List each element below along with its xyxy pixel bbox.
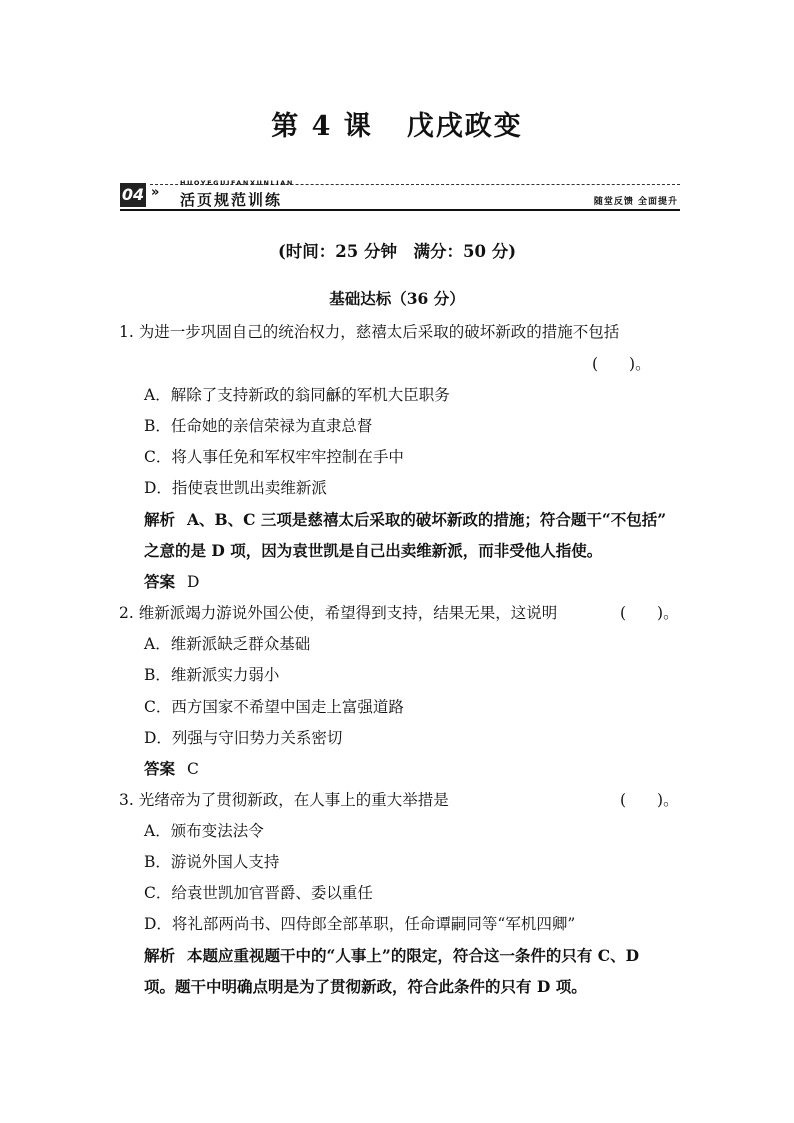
- analysis-text-cont: 项。题干中明确点明是为了贯彻新政，符合此条件的只有 D 项。: [144, 977, 587, 996]
- lesson-number: 第 4 课: [271, 111, 373, 142]
- question-2-option-d: D．列强与守旧势力关系密切: [144, 729, 343, 747]
- analysis-text: A、B、C 三项是慈禧太后采取的破坏新政的措施；符合题干“不包括”: [187, 510, 667, 529]
- question-2-option-a: A．维新派缺乏群众基础: [144, 635, 311, 653]
- answer-tag: 答案: [144, 572, 176, 591]
- analysis-tag: 解析: [144, 946, 176, 965]
- banner-label: 活页规范训练: [180, 191, 283, 209]
- question-3-analysis: [144, 944, 639, 966]
- answer-value: D: [187, 573, 200, 591]
- section-heading: 基础达标（36 分）: [329, 289, 465, 308]
- question-1-option-d: D．指使袁世凯出卖维新派: [144, 479, 327, 497]
- analysis-text: 本题应重视题干中的“人事上”的限定，符合这一条件的只有 C、D: [187, 946, 640, 965]
- question-3-option-a: A．颁布变法法令: [144, 822, 264, 840]
- question-3-analysis-cont: [144, 975, 587, 997]
- time-and-score: (时间：25 分钟 满分：50 分): [277, 242, 517, 261]
- question-2-bracket: ( )。: [620, 604, 679, 622]
- question-1-answer: [144, 570, 199, 592]
- question-3-option-b: B．游说外国人支持: [144, 853, 280, 871]
- question-3-bracket: ( )。: [620, 791, 679, 809]
- lesson-topic: 戊戌政变: [406, 111, 523, 142]
- question-3-option-c: C．给袁世凯加官晋爵、委以重任: [144, 884, 373, 902]
- question-2-answer: [144, 757, 199, 779]
- question-1-analysis: [144, 508, 666, 530]
- question-2-stem: 2. 维新派竭力游说外国公使，希望得到支持，结果无果，这说明: [119, 604, 558, 622]
- question-3-stem: 3. 光绪帝为了贯彻新政，在人事上的重大举措是: [119, 791, 449, 809]
- question-1-stem: 1. 为进一步巩固自己的统治权力，慈禧太后采取的破坏新政的措施不包括: [119, 323, 620, 341]
- question-2-option-c: C．西方国家不希望中国走上富强道路: [144, 698, 404, 716]
- chevron-right-icon: »: [151, 185, 160, 200]
- lesson-title: [0, 104, 794, 143]
- question-2-option-b: B．维新派实力弱小: [144, 666, 280, 684]
- question-1-analysis-cont: [144, 539, 602, 561]
- analysis-tag: 解析: [144, 510, 176, 529]
- banner-number-badge: 04: [120, 183, 146, 207]
- question-1-option-a: A．解除了支持新政的翁同龢的军机大臣职务: [144, 386, 450, 404]
- question-1-option-c: C．将人事任免和军权牢牢控制在手中: [144, 448, 404, 466]
- answer-tag: 答案: [144, 759, 176, 778]
- question-1-bracket: ( )。: [592, 355, 651, 373]
- question-3-option-d: D．将礼部两尚书、四侍郎全部革职，任命谭嗣同等“军机四卿”: [144, 915, 576, 933]
- section-banner: [120, 180, 680, 212]
- banner-slogan: 随堂反馈 全面提升: [593, 197, 678, 207]
- banner-pinyin: HUOYEGUIFANXUNLIAN: [180, 179, 294, 187]
- analysis-text-cont: 之意的是 D 项，因为袁世凯是自己出卖维新派，而非受他人指使。: [144, 541, 603, 560]
- question-1-option-b: B．任命她的亲信荣禄为直隶总督: [144, 417, 373, 435]
- answer-value: C: [187, 760, 199, 778]
